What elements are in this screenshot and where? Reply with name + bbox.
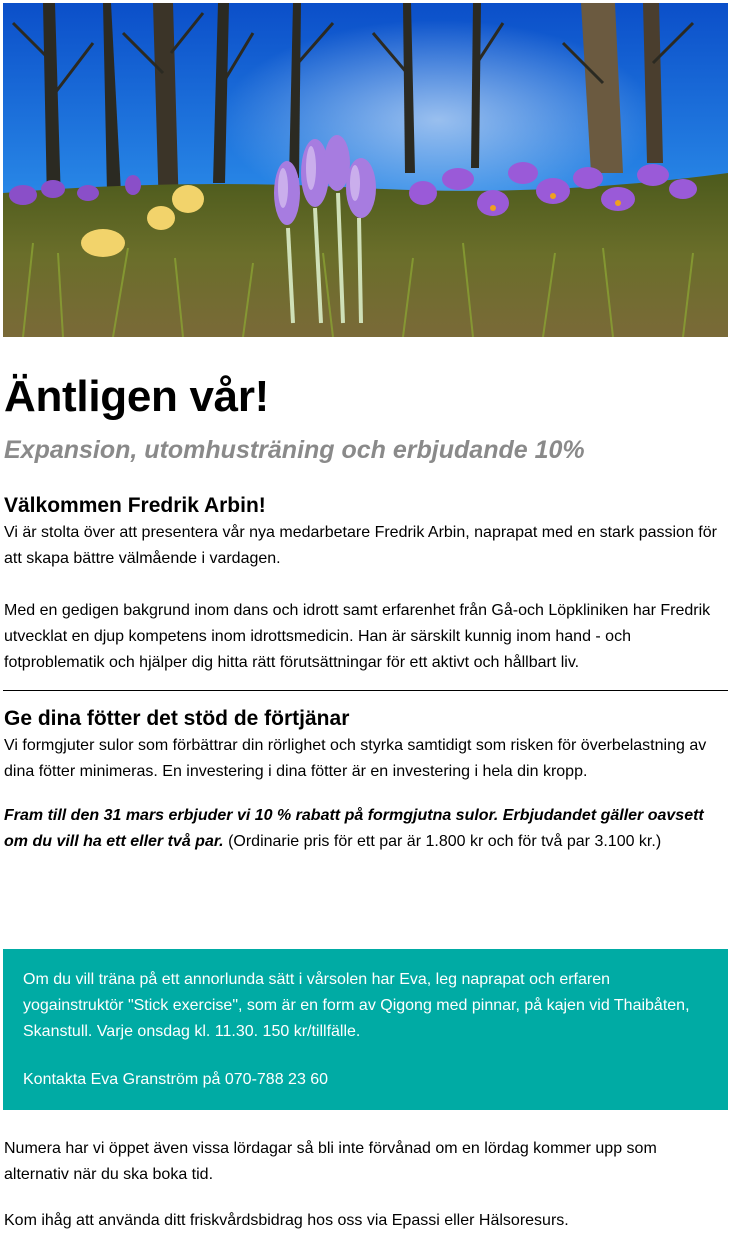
offer-price-note: (Ordinarie pris för ett par är 1.800 kr och för två par 3.100 kr.): [223, 833, 662, 850]
welcome-heading: Välkommen Fredrik Arbin!: [4, 494, 266, 517]
footer-content: [4, 1136, 726, 1234]
spring-crocus-photo-icon: [3, 3, 728, 337]
offer-paragraph: [4, 803, 726, 855]
page-subtitle: Expansion, utomhusträning och erbjudande 10%: [4, 436, 585, 464]
welcome-paragraph-1: Vi är stolta över att presentera vår nya medarbetare Fredrik Arbin, naprapat med en stark passion för att skapa bättre välmående i vardagen.: [4, 524, 717, 567]
page-title: Äntligen vår!: [4, 372, 270, 421]
offer-highlight: Fram till den 31 mars erbjuder vi 10 % rabatt på formgjutna sulor. Erbjudandet gäller oavsett om du vill ha ett eller två par.: [4, 807, 704, 850]
saturday-opening-text: Numera har vi öppet även vissa lördagar så bli inte förvånad om en lördag kommer upp som alternativ när du ska boka tid.: [4, 1140, 657, 1183]
hero-image: [3, 3, 728, 337]
welcome-paragraph-2: Med en gedigen bakgrund inom dans och idrott samt erfarenhet från Gå-och Löpkliniken har Fredrik utvecklat en djup kompetens inom idrottsmedicin. Han är särskilt kunnig inom hand - och fotproblematik och hjälper dig hitta rätt förutsättningar för ett aktivt och hållbart liv.: [4, 602, 711, 671]
insoles-heading: Ge dina fötter det stöd de förtjänar: [4, 707, 350, 730]
contact-eva-text: Kontakta Eva Granström på 070-788 23 60: [23, 1071, 329, 1088]
stick-exercise-text: Om du vill träna på ett annorlunda sätt i vårsolen har Eva, leg naprapat och erfaren yogainstruktör "Stick exercise", som är en form av Qigong med pinnar, på kajen vid Thaibåten, Skanstull. Varje onsdag kl. 11.30. 150 kr/tillfälle.: [23, 971, 690, 1040]
stick-exercise-box: [3, 949, 728, 1110]
insoles-paragraph: Vi formgjuter sulor som förbättrar din rörlighet och styrka samtidigt som risken för överbelastning av dina fötter minimeras. En investering i dina fötter är en investering i hela din kropp.: [4, 737, 707, 780]
wellness-allowance-text: Kom ihåg att använda ditt friskvårdsbidrag hos oss via Epassi eller Hälsoresurs.: [4, 1212, 569, 1229]
article-content: [4, 370, 726, 855]
section-divider: [3, 690, 728, 691]
